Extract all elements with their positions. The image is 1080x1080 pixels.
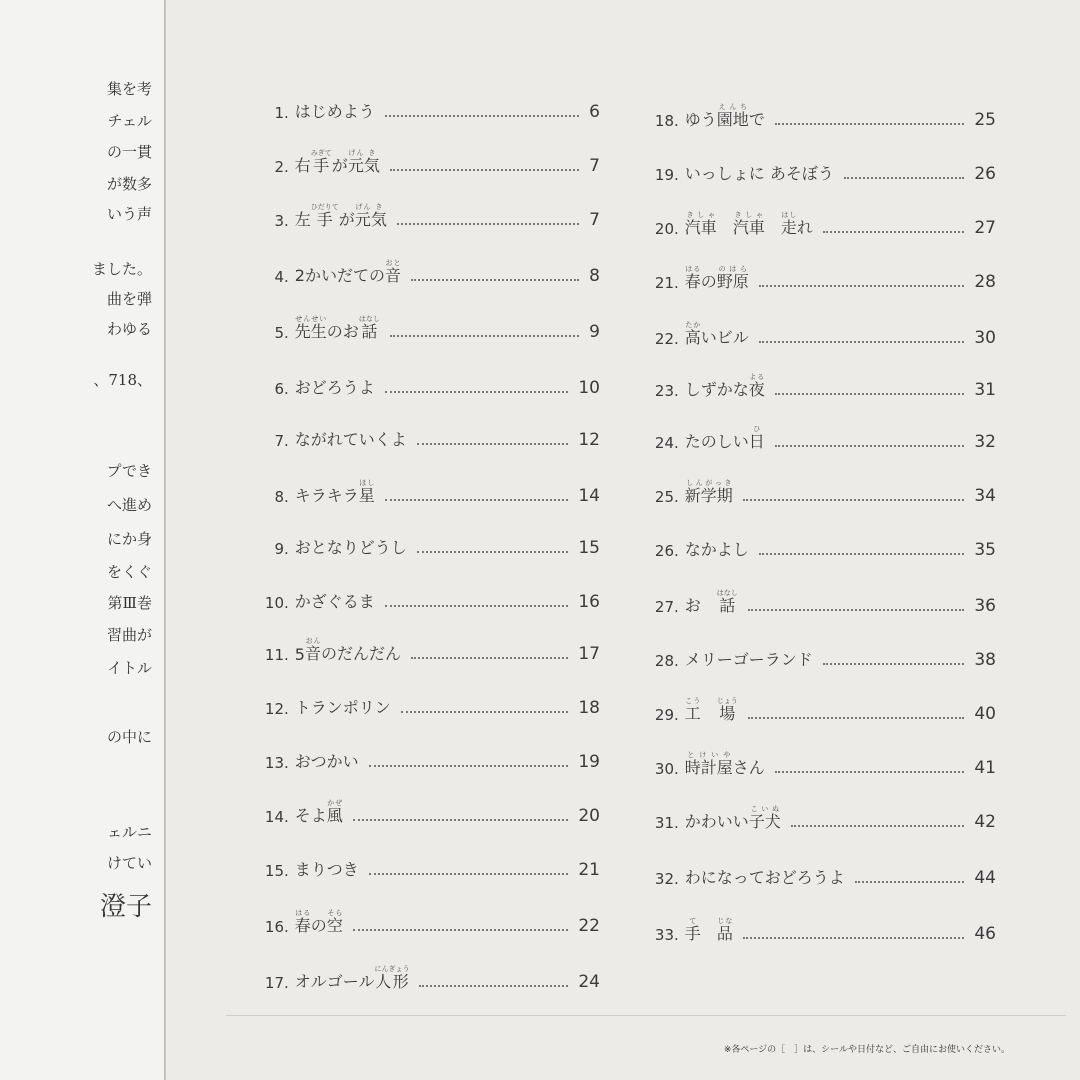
facing-page-text-line: の中に bbox=[106, 728, 152, 746]
toc-entry bbox=[248, 146, 600, 176]
number-period: . bbox=[284, 700, 289, 718]
toc-entry bbox=[638, 914, 996, 944]
number-period: . bbox=[284, 646, 289, 664]
dot-leader bbox=[419, 985, 568, 987]
toc-entry bbox=[638, 208, 996, 238]
toc-entry-page-number: 8 bbox=[589, 266, 600, 286]
toc-entry-page-number: 38 bbox=[974, 650, 996, 670]
toc-entry-page-number: 17 bbox=[578, 644, 600, 664]
toc-entry-number: 17 bbox=[264, 974, 284, 992]
toc-entry-page-number: 42 bbox=[974, 812, 996, 832]
toc-entry-number: 27 bbox=[654, 598, 674, 616]
toc-entry-number: 24 bbox=[654, 434, 674, 452]
toc-entry-title: お 話はなし bbox=[684, 589, 738, 615]
toc-entry bbox=[248, 850, 600, 880]
number-period: . bbox=[284, 808, 289, 826]
dot-leader bbox=[385, 391, 569, 393]
facing-page-text-line: 曲を弾 bbox=[106, 290, 152, 308]
dot-leader bbox=[775, 445, 965, 447]
toc-entry-number: 3 bbox=[274, 212, 284, 230]
number-period: . bbox=[284, 594, 289, 612]
dot-leader bbox=[385, 605, 569, 607]
facing-page-text-line: 、718、 bbox=[93, 371, 152, 389]
toc-entry-page-number: 7 bbox=[589, 210, 600, 230]
toc-entry bbox=[638, 858, 996, 888]
facing-page-text-line: いう声 bbox=[106, 205, 152, 223]
toc-entry-number: 9 bbox=[274, 540, 284, 558]
toc-entry-title: キラキラ 星ほし bbox=[294, 479, 375, 505]
number-period: . bbox=[674, 706, 679, 724]
number-period: . bbox=[674, 220, 679, 238]
facing-page-text-line: 澄子 bbox=[99, 892, 152, 922]
number-period: . bbox=[674, 166, 679, 184]
toc-entry-page-number: 19 bbox=[578, 752, 600, 772]
dot-leader bbox=[417, 551, 569, 553]
toc-entry-number: 23 bbox=[654, 382, 674, 400]
dot-leader bbox=[823, 231, 964, 233]
facing-page-text-line: チェル bbox=[107, 112, 152, 130]
facing-page-text-line: 第Ⅲ巻 bbox=[107, 594, 152, 612]
toc-entry-page-number: 35 bbox=[974, 540, 996, 560]
number-period: . bbox=[284, 432, 289, 450]
toc-entry-title: わになっておどろうよ bbox=[684, 868, 845, 887]
dot-leader bbox=[775, 123, 965, 125]
toc-entry-number: 11 bbox=[264, 646, 284, 664]
number-period: . bbox=[674, 330, 679, 348]
dot-leader bbox=[353, 819, 569, 821]
toc-entry-title: 手て 品じな bbox=[684, 917, 733, 943]
number-period: . bbox=[674, 488, 679, 506]
toc-entry-page-number: 46 bbox=[974, 924, 996, 944]
facing-page-text-line: プでき bbox=[106, 462, 152, 480]
toc-entry-number: 8 bbox=[274, 488, 284, 506]
toc-entry-number: 21 bbox=[654, 274, 674, 292]
toc-entry-title: 5 音おん のだんだん bbox=[294, 637, 401, 664]
number-period: . bbox=[284, 862, 289, 880]
toc-entry-page-number: 25 bbox=[974, 110, 996, 130]
dot-leader bbox=[743, 499, 965, 501]
toc-entry bbox=[248, 962, 600, 992]
toc-entry-title: 右 手みぎて が 元げん 気き bbox=[294, 149, 380, 175]
number-period: . bbox=[674, 382, 679, 400]
toc-entry-number: 7 bbox=[274, 432, 284, 450]
dot-leader bbox=[844, 177, 964, 179]
number-period: . bbox=[284, 268, 289, 286]
toc-entry-page-number: 21 bbox=[578, 860, 600, 880]
toc-entry-number: 26 bbox=[654, 542, 674, 560]
toc-entry-page-number: 16 bbox=[578, 592, 600, 612]
number-period: . bbox=[674, 870, 679, 888]
dot-leader bbox=[759, 341, 965, 343]
toc-entry-title: ゆう 園地えんち で bbox=[684, 103, 765, 129]
toc-entry-number: 6 bbox=[274, 380, 284, 398]
facing-page-text-line: の一貫 bbox=[106, 143, 152, 161]
toc-entry-number: 10 bbox=[264, 594, 284, 612]
toc-entry bbox=[248, 688, 600, 718]
toc-entry-page-number: 44 bbox=[974, 868, 996, 888]
dot-leader bbox=[353, 929, 569, 931]
toc-entry-title: 春はる の 空そら bbox=[294, 909, 343, 935]
toc-entry-title: おつかい bbox=[294, 752, 359, 771]
number-period: . bbox=[674, 760, 679, 778]
number-period: . bbox=[674, 598, 679, 616]
toc-entry bbox=[248, 476, 600, 506]
toc-entry bbox=[248, 200, 600, 230]
toc-entry-number: 22 bbox=[654, 330, 674, 348]
dot-leader bbox=[855, 881, 965, 883]
toc-entry-number: 20 bbox=[654, 220, 674, 238]
facing-page-text-line: ェルニ bbox=[106, 823, 152, 841]
toc-entry-number: 18 bbox=[654, 112, 674, 130]
toc-entry-number: 29 bbox=[654, 706, 674, 724]
toc-entry-number: 13 bbox=[264, 754, 284, 772]
dot-leader bbox=[743, 937, 965, 939]
toc-entry-page-number: 7 bbox=[589, 156, 600, 176]
dot-leader bbox=[385, 499, 569, 501]
toc-entry bbox=[638, 100, 996, 130]
footnote: ※各ページの［ ］は、シールや日付など、ご自由にお使いください。 bbox=[723, 1045, 1010, 1055]
toc-entry-page-number: 10 bbox=[578, 378, 600, 398]
toc-entry-title: 春はる の 野原のはら bbox=[684, 265, 749, 291]
toc-entry bbox=[248, 906, 600, 936]
number-period: . bbox=[674, 652, 679, 670]
facing-page-text-line: イトル bbox=[106, 659, 152, 677]
toc-entry-title: 時計屋とけいや さん bbox=[684, 751, 765, 777]
toc-entry-title: ながれていくよ bbox=[294, 430, 407, 449]
toc-entry-page-number: 24 bbox=[578, 972, 600, 992]
toc-entry-number: 31 bbox=[654, 814, 674, 832]
number-period: . bbox=[284, 380, 289, 398]
toc-entry-title: 工こう 場じょう bbox=[684, 697, 738, 723]
toc-entry-page-number: 36 bbox=[974, 596, 996, 616]
toc-entry-number: 16 bbox=[264, 918, 284, 936]
toc-entry-title: メリーゴーランド bbox=[684, 650, 813, 669]
number-period: . bbox=[284, 212, 289, 230]
toc-entry-title: 左 手ひだりて が 元げん 気き bbox=[294, 203, 387, 229]
toc-entry-page-number: 32 bbox=[974, 432, 996, 452]
toc-entry-number: 15 bbox=[264, 862, 284, 880]
dot-leader bbox=[390, 169, 579, 171]
number-period: . bbox=[284, 754, 289, 772]
toc-entry bbox=[248, 420, 600, 450]
dot-leader bbox=[775, 771, 965, 773]
toc-entry-title: しずかな 夜よる bbox=[684, 373, 765, 399]
toc-entry-title: 汽車きしゃ 汽車きしゃ 走はし れ bbox=[684, 211, 813, 237]
number-period: . bbox=[284, 918, 289, 936]
toc-entry-number: 1 bbox=[274, 104, 284, 122]
dot-leader bbox=[748, 717, 965, 719]
dot-leader bbox=[390, 335, 579, 337]
toc-entry-title: かわいい 子犬こいぬ bbox=[684, 805, 781, 831]
toc-entry-number: 12 bbox=[264, 700, 284, 718]
dot-leader bbox=[385, 115, 579, 117]
toc-entry bbox=[638, 530, 996, 560]
toc-entry-number: 5 bbox=[274, 324, 284, 342]
dot-leader bbox=[791, 825, 965, 827]
toc-entry-page-number: 41 bbox=[974, 758, 996, 778]
toc-entry bbox=[248, 368, 600, 398]
dot-leader bbox=[411, 279, 579, 281]
toc-entry bbox=[638, 640, 996, 670]
toc-entry bbox=[638, 694, 996, 724]
facing-page-text-line: へ進め bbox=[106, 496, 152, 514]
number-period: . bbox=[674, 434, 679, 452]
toc-entry-page-number: 34 bbox=[974, 486, 996, 506]
toc-entry-number: 33 bbox=[654, 926, 674, 944]
toc-entry-page-number: 30 bbox=[974, 328, 996, 348]
facing-page-text-line: が数多 bbox=[106, 175, 152, 193]
toc-entry bbox=[248, 256, 600, 286]
toc-entry bbox=[638, 802, 996, 832]
toc-entry-number: 2 bbox=[274, 158, 284, 176]
toc-entry-title: はじめよう bbox=[294, 102, 375, 121]
toc-entry-title: いっしょに あそぼう bbox=[684, 164, 834, 183]
number-period: . bbox=[674, 926, 679, 944]
number-period: . bbox=[674, 542, 679, 560]
toc-entry-title: たのしい 日ひ bbox=[684, 425, 765, 451]
number-period: . bbox=[674, 112, 679, 130]
dot-leader bbox=[411, 657, 568, 659]
facing-page-text-line: にか身 bbox=[106, 530, 152, 548]
toc-entry bbox=[248, 634, 600, 664]
number-period: . bbox=[284, 158, 289, 176]
dot-leader bbox=[748, 609, 965, 611]
dot-leader bbox=[401, 711, 569, 713]
facing-page-text-line: わゆる bbox=[106, 320, 152, 338]
toc-entry-page-number: 14 bbox=[578, 486, 600, 506]
toc-entry-page-number: 6 bbox=[589, 102, 600, 122]
toc-entry-page-number: 22 bbox=[578, 916, 600, 936]
toc-entry-title: そよ 風かぜ bbox=[294, 799, 343, 825]
toc-entry bbox=[638, 476, 996, 506]
toc-entry-page-number: 18 bbox=[578, 698, 600, 718]
toc-entry-page-number: 28 bbox=[974, 272, 996, 292]
dot-leader bbox=[369, 765, 569, 767]
toc-entry-title: おどろうよ bbox=[294, 378, 375, 397]
toc-entry-title: 2かいだての 音おと bbox=[294, 259, 401, 285]
toc-entry-title: トランポリン bbox=[294, 698, 391, 717]
toc-entry bbox=[638, 262, 996, 292]
toc-entry-page-number: 20 bbox=[578, 806, 600, 826]
toc-entry bbox=[638, 318, 996, 348]
number-period: . bbox=[284, 540, 289, 558]
dot-leader bbox=[823, 663, 965, 665]
number-period: . bbox=[674, 274, 679, 292]
toc-entry bbox=[638, 370, 996, 400]
toc-entry bbox=[248, 796, 600, 826]
dot-leader bbox=[759, 285, 965, 287]
footer-rule bbox=[226, 1015, 1066, 1016]
facing-page-text-line: 集を考 bbox=[106, 80, 152, 98]
dot-leader bbox=[397, 223, 579, 225]
toc-entry-title: かざぐるま bbox=[294, 592, 375, 611]
toc-entry-page-number: 31 bbox=[974, 380, 996, 400]
toc-entry-page-number: 15 bbox=[578, 538, 600, 558]
facing-page-text-line: けてい bbox=[106, 854, 152, 872]
number-period: . bbox=[284, 974, 289, 992]
toc-entry-title: 新学期しんがっき bbox=[684, 479, 733, 505]
toc-entry-number: 25 bbox=[654, 488, 674, 506]
toc-entry-number: 28 bbox=[654, 652, 674, 670]
table-of-contents-page bbox=[166, 0, 1080, 1080]
toc-entry-title: 先生せんせい のお 話はなし bbox=[294, 315, 380, 341]
toc-entry-title: オルゴール 人形にんぎょう bbox=[294, 965, 410, 991]
toc-entry bbox=[638, 154, 996, 184]
toc-entry-title: まりつき bbox=[294, 860, 359, 879]
toc-entry-page-number: 27 bbox=[974, 218, 996, 238]
dot-leader bbox=[759, 553, 965, 555]
number-period: . bbox=[674, 814, 679, 832]
toc-entry-number: 4 bbox=[274, 268, 284, 286]
number-period: . bbox=[284, 488, 289, 506]
dot-leader bbox=[775, 393, 965, 395]
toc-entry-page-number: 40 bbox=[974, 704, 996, 724]
toc-entry-number: 30 bbox=[654, 760, 674, 778]
toc-entry bbox=[638, 586, 996, 616]
toc-entry-page-number: 12 bbox=[578, 430, 600, 450]
toc-entry-title: おとなりどうし bbox=[294, 538, 407, 557]
toc-entry-title: なかよし bbox=[684, 540, 749, 559]
toc-entry-title: 高たか いビル bbox=[684, 321, 749, 347]
number-period: . bbox=[284, 324, 289, 342]
toc-entry bbox=[638, 422, 996, 452]
dot-leader bbox=[369, 873, 569, 875]
toc-entry-page-number: 26 bbox=[974, 164, 996, 184]
toc-entry bbox=[248, 312, 600, 342]
toc-entry-number: 32 bbox=[654, 870, 674, 888]
number-period: . bbox=[284, 104, 289, 122]
toc-entry bbox=[638, 748, 996, 778]
toc-entry-number: 19 bbox=[654, 166, 674, 184]
facing-page-text-line: をくぐ bbox=[106, 563, 152, 581]
toc-entry bbox=[248, 528, 600, 558]
facing-page-text-line: 習曲が bbox=[106, 626, 152, 644]
toc-entry-number: 14 bbox=[264, 808, 284, 826]
toc-entry-page-number: 9 bbox=[589, 322, 600, 342]
facing-page-text-line: ました。 bbox=[91, 260, 152, 278]
toc-entry bbox=[248, 92, 600, 122]
dot-leader bbox=[417, 443, 569, 445]
toc-entry bbox=[248, 582, 600, 612]
toc-entry bbox=[248, 742, 600, 772]
left-page bbox=[0, 0, 165, 1080]
